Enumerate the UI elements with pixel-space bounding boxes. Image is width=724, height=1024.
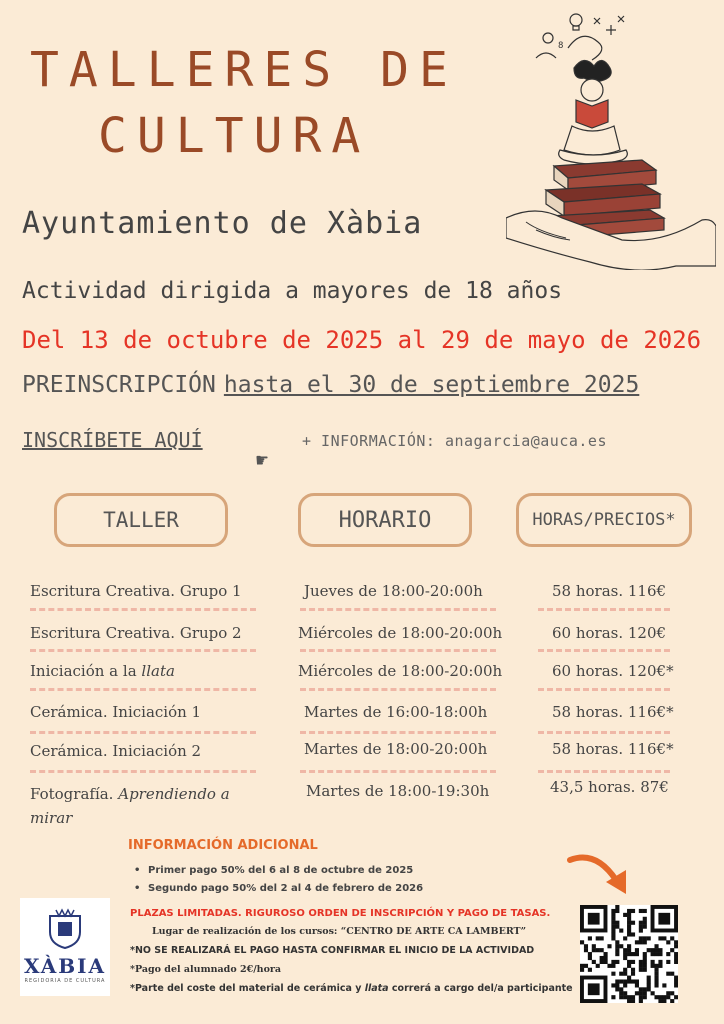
table-row-5-taller: Cerámica. Iniciación 2 [30,742,202,760]
table-row-3-taller [30,662,175,680]
row-divider [538,770,670,773]
table-row-4-horario: Martes de 16:00-18:00h [304,703,488,721]
signup-link[interactable]: INSCRÍBETE AQUÍ [22,428,203,452]
payment-1: • Primer pago 50% del 6 al 8 de octubre de 2025 [148,865,413,876]
additional-info-title: INFORMACIÓN ADICIONAL [128,838,318,853]
header-precios: HORAS/PRECIOS* [516,493,692,547]
course-location: Lugar de realización de los cursos: “CENTRO DE ARTE CA LAMBERT” [152,926,527,937]
header-taller: TALLER [54,493,228,547]
table-row-1-horario: Jueves de 18:00-20:00h [304,582,483,600]
table-row-4-taller: Cerámica. Iniciación 1 [30,703,202,721]
preinscription-deadline: hasta el 30 de septiembre 2025 [223,372,640,398]
title-line-1: TALLERES DE [30,42,458,98]
logo-name: XÀBIA [23,954,107,978]
row-divider [538,688,670,691]
audience-text: Actividad dirigida a mayores de 18 años [22,278,563,304]
row-divider [30,608,256,611]
more-info-email[interactable]: + INFORMACIÓN: anagarcia@auca.es [302,432,607,450]
xabia-logo [20,898,110,996]
course-dates: Del 13 de octubre de 2025 al 29 de mayo de 2026 [22,326,702,354]
qr-code-graphic [580,905,678,1003]
taller-text: Iniciación a la llata [30,662,175,680]
row-divider [538,608,670,611]
fee-note: *Pago del alumnado 2€/hora [130,964,282,975]
row-divider [30,688,256,691]
row-divider [538,731,670,734]
qr-code[interactable] [580,905,678,1003]
table-row-2-taller: Escritura Creativa. Grupo 2 [30,624,242,642]
xabia-crest-icon [46,906,84,950]
row-divider [300,770,496,773]
row-divider [30,731,256,734]
preinscription [22,372,639,398]
logo-subtitle: REGIDORIA DE CULTURA [24,978,106,984]
reading-child-illustration [506,8,716,270]
row-divider [300,608,496,611]
table-row-4-precio: 58 horas. 116€* [552,703,674,721]
curved-arrow-icon [566,852,638,900]
organization-name: Ayuntamiento de Xàbia [22,206,423,241]
table-row-2-precio: 60 horas. 120€ [552,624,667,642]
table-row-1-taller: Escritura Creativa. Grupo 1 [30,582,242,600]
svg-text:8: 8 [558,41,564,51]
table-row-6-precio: 43,5 horas. 87€ [550,778,669,796]
row-divider [30,770,256,773]
row-divider [300,688,496,691]
title-line-2: CULTURA [98,108,371,164]
payment-2: • Segundo pago 50% del 2 al 4 de febrero de 2026 [148,883,423,894]
preinscription-label: PREINSCRIPCIÓN [22,372,216,398]
table-row-1-precio: 58 horas. 116€ [552,582,667,600]
row-divider [300,649,496,652]
table-row-2-horario: Miércoles de 18:00-20:00h [298,624,503,642]
row-divider [30,649,256,652]
row-divider [538,649,670,652]
material-note: *Parte del coste del material de cerámica y llata correrá a cargo del/a participante [130,983,573,994]
table-row-3-horario: Miércoles de 18:00-20:00h [298,662,503,680]
table-row-6-horario: Martes de 18:00-19:30h [306,782,490,800]
header-horario: HORARIO [298,493,472,547]
limited-places: PLAZAS LIMITADAS. RIGUROSO ORDEN DE INSCRIPCIÓN Y PAGO DE TASAS. [130,908,551,919]
table-row-6-taller: Fotografía. Aprendiendo a mirar [30,785,230,827]
table-row-5-horario: Martes de 18:00-20:00h [304,740,488,758]
row-divider [300,731,496,734]
table-row-3-precio: 60 horas. 120€* [552,662,674,680]
no-payment-note: *NO SE REALIZARÁ EL PAGO HASTA CONFIRMAR EL INICIO DE LA ACTIVIDAD [130,945,535,956]
pointing-hand-icon: ☛ [256,448,269,472]
table-row-5-precio: 58 horas. 116€* [552,740,674,758]
